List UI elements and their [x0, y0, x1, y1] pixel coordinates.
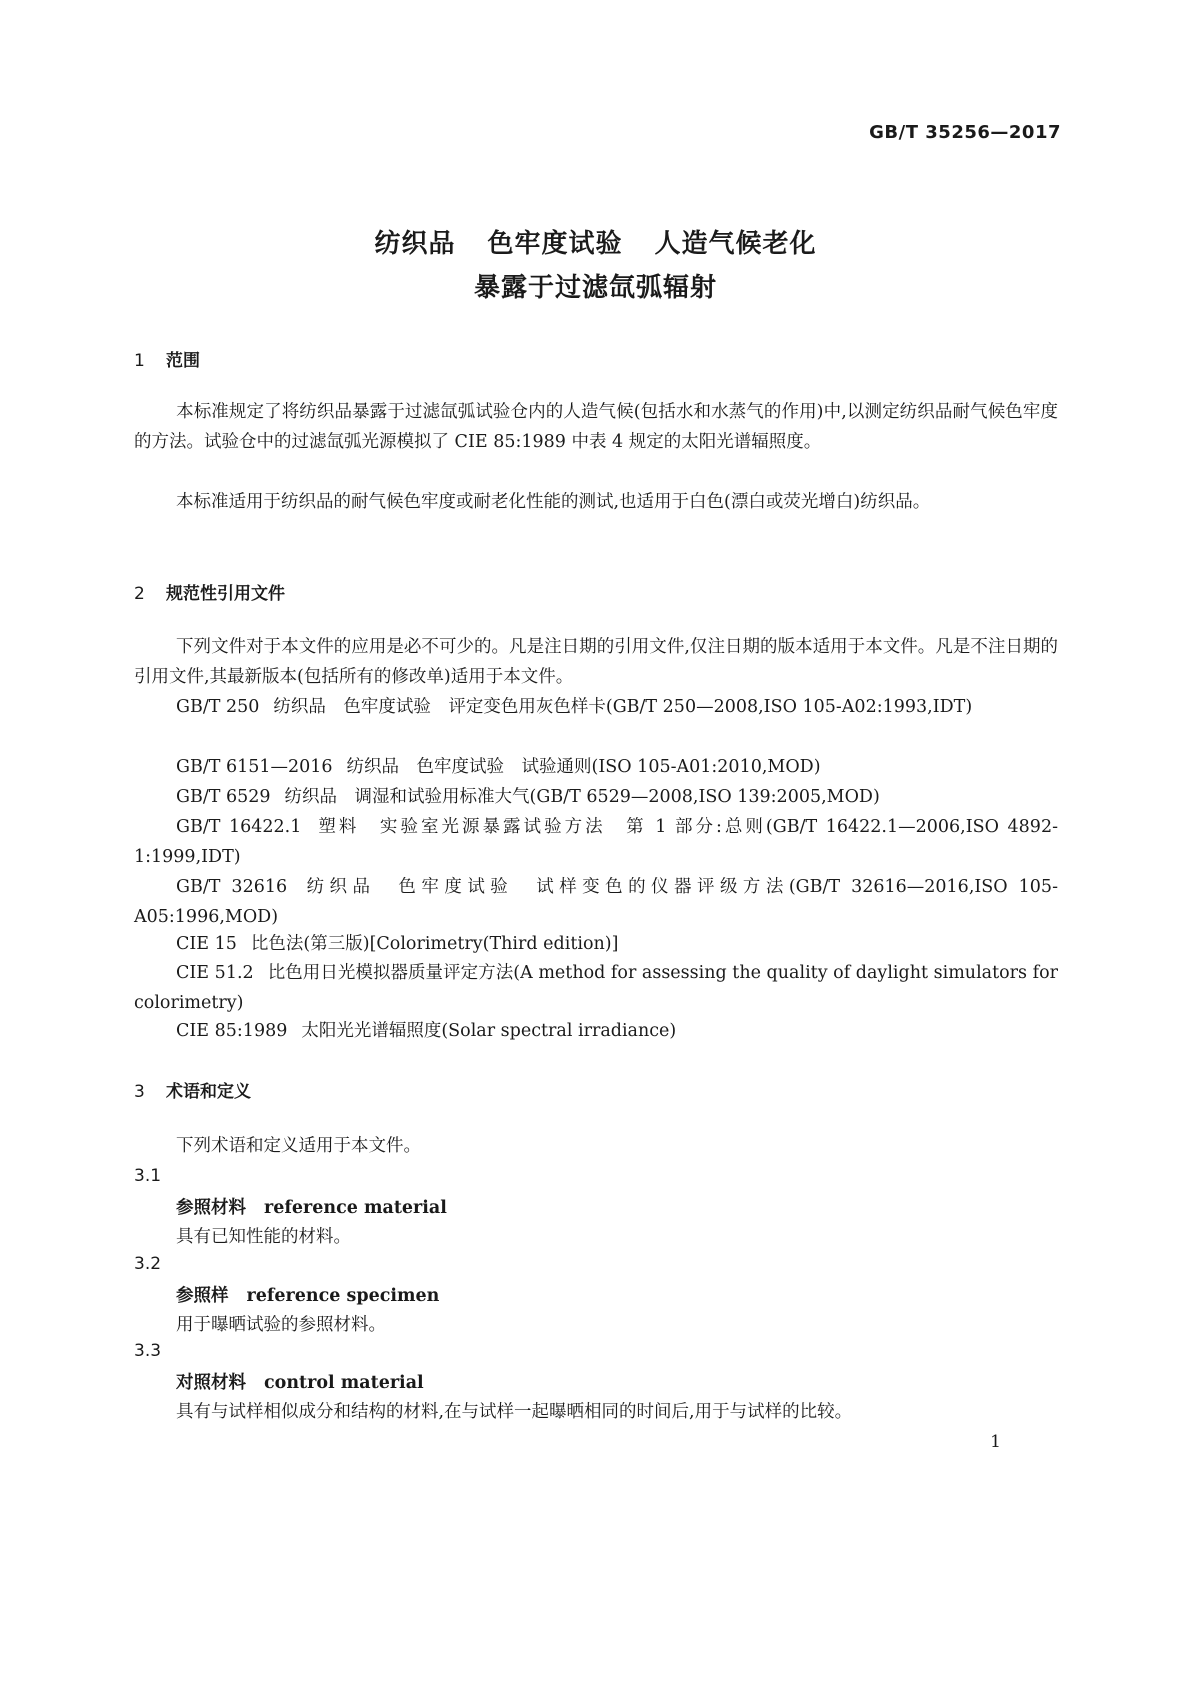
document-title: [0, 222, 1191, 310]
reference-entry: [134, 872, 1058, 932]
section-number: 1: [134, 351, 145, 371]
title-part: 色牢度试验: [487, 229, 623, 259]
term-en: reference specimen: [246, 1286, 440, 1306]
reference-entry: [134, 752, 1058, 782]
term-number: 3.2: [134, 1254, 162, 1274]
paragraph: 下列文件对于本文件的应用是必不可少的。凡是注日期的引用文件,仅注日期的版本适用于本文件。凡是不注日期的引用文件,其最新版本(包括所有的修改单)适用于本文件。: [134, 637, 1058, 687]
term-entry: [176, 1369, 424, 1394]
reference-entry: [134, 1016, 1058, 1046]
term-number: 3.1: [134, 1166, 162, 1186]
term-entry: [176, 1194, 447, 1219]
title-part: 纺织品: [374, 229, 456, 259]
reference-code: GB/T 16422.1: [176, 817, 302, 837]
reference-text: 比色用日光模拟器质量评定方法(A method for assessing the quality of daylight simulators for colorimetry): [134, 963, 1058, 1013]
term-en: control material: [264, 1373, 424, 1393]
reference-code: GB/T 32616: [176, 877, 288, 897]
title-part: 人造气候老化: [654, 229, 817, 259]
term-entry: [176, 1282, 439, 1307]
term-definition: 用于曝晒试验的参照材料。: [176, 1315, 386, 1335]
paragraph: 本标准规定了将纺织品暴露于过滤氙弧试验仓内的人造气候(包括水和水蒸气的作用)中,以测定纺织品耐气候色牢度的方法。试验仓中的过滤氙弧光源模拟了 CIE 85:1989 中表 4 规定的太阳光谱辐照度。: [134, 402, 1058, 452]
page-number: 1: [990, 1432, 1001, 1452]
term-number: 3.3: [134, 1341, 162, 1361]
standard-code: GB/T 35256—2017: [869, 122, 1061, 143]
section-title: 术语和定义: [166, 1082, 251, 1102]
reference-entry: [134, 958, 1058, 1018]
title-line-2: 暴露于过滤氙弧辐射: [473, 273, 717, 303]
section-title: 范围: [166, 351, 200, 371]
section-number: 3: [134, 1082, 145, 1102]
reference-code: CIE 15: [176, 934, 237, 954]
reference-code: CIE 85:1989: [176, 1021, 288, 1041]
reference-entry: [134, 692, 1058, 722]
reference-text: 纺织品 色牢度试验 评定变色用灰色样卡(GB/T 250—2008,ISO 105-A02:1993,IDT): [273, 697, 973, 717]
section-number: 2: [134, 584, 145, 604]
reference-text: 太阳光光谱辐照度(Solar spectral irradiance): [301, 1021, 677, 1041]
reference-code: GB/T 6529: [176, 787, 271, 807]
reference-code: GB/T 6151—2016: [176, 757, 333, 777]
reference-text: 纺织品 色牢度试验 试样变色的仪器评级方法(GB/T 32616—2016,ISO 105-A05:1996,MOD): [134, 877, 1058, 927]
paragraph: 本标准适用于纺织品的耐气候色牢度或耐老化性能的测试,也适用于白色(漂白或荧光增白)纺织品。: [176, 492, 931, 512]
reference-entry: [134, 782, 1058, 812]
term-zh: 参照材料: [176, 1198, 246, 1218]
reference-text: 纺织品 色牢度试验 试验通则(ISO 105-A01:2010,MOD): [346, 757, 821, 777]
paragraph: 下列术语和定义适用于本文件。: [176, 1136, 421, 1156]
reference-text: 纺织品 调湿和试验用标准大气(GB/T 6529—2008,ISO 139:2005,MOD): [284, 787, 880, 807]
section-heading: [134, 346, 200, 371]
term-zh: 对照材料: [176, 1373, 246, 1393]
term-zh: 参照样: [176, 1286, 229, 1306]
reference-entry: [134, 929, 1058, 959]
reference-code: GB/T 250: [176, 697, 260, 717]
term-definition: 具有已知性能的材料。: [176, 1227, 351, 1247]
reference-entry: [134, 812, 1058, 872]
section-heading: [134, 579, 285, 604]
title-line-1: [0, 222, 1191, 266]
term-definition: 具有与试样相似成分和结构的材料,在与试样一起曝晒相同的时间后,用于与试样的比较。: [176, 1402, 853, 1422]
reference-code: CIE 51.2: [176, 963, 254, 983]
reference-text: 塑料 实验室光源暴露试验方法 第 1 部分:总则(GB/T 16422.1—2006,ISO 4892-1:1999,IDT): [134, 817, 1058, 867]
term-en: reference material: [264, 1198, 447, 1218]
section-title: 规范性引用文件: [166, 584, 285, 604]
reference-text: 比色法(第三版)[Colorimetry(Third edition)]: [250, 934, 619, 954]
section-heading: [134, 1077, 251, 1102]
